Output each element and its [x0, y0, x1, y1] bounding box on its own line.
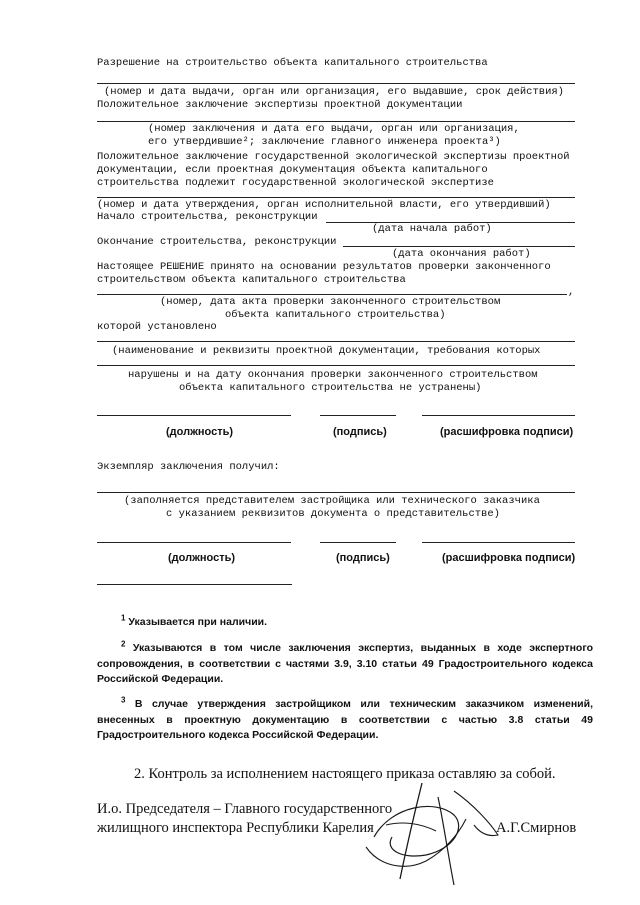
signer-name: А.Г.Смирнов: [496, 820, 577, 836]
established-label: которой установлено: [97, 321, 217, 333]
expertise-line: [97, 121, 575, 122]
footnote-1: [97, 615, 593, 631]
decoding-line-2: [422, 542, 575, 543]
act-hint-1: (номер, дата акта проверки законченного строительством: [160, 296, 501, 308]
footnote-2-number: 2: [121, 639, 126, 649]
start-label: Начало строительства, реконструкции: [97, 211, 318, 223]
footnote-separator: [97, 584, 292, 585]
signature-line-1: [320, 415, 396, 416]
signature-label-1: (подпись): [333, 426, 387, 438]
signer-title-line-1: И.о. Председателя – Главного государственного: [97, 801, 393, 817]
end-hint: (дата окончания работ): [392, 248, 531, 260]
permit-label: Разрешение на строительство объекта капитального строительства: [97, 57, 488, 69]
footnote-2: [97, 641, 593, 688]
requirements-hint-3: объекта капитального строительства не устранены): [179, 382, 482, 394]
footnote-2-text: Указываются в том числе заключения экспертиз, выданных в ходе экспертного сопровождения, в соответствии с частями 3.9, 3.10 статьи 49 Градостроительного кодекса Российской Федерации.: [97, 642, 593, 685]
footnote-3: [97, 697, 593, 744]
expertise-hint-1: (номер заключения и дата его выдачи, орган или организация,: [148, 123, 520, 135]
eco-label-1: Положительное заключение государственной экологической экспертизы проектной: [97, 151, 570, 163]
requirements-hint-1: (наименование и реквизиты проектной документации, требования которых: [112, 345, 541, 357]
permit-hint: (номер и дата выдачи, орган или организация, его выдавшие, срок действия): [104, 86, 564, 98]
handwritten-signature: [362, 775, 512, 890]
end-label: Окончание строительства, реконструкции: [97, 236, 337, 248]
decoding-label-1: (расшифровка подписи): [440, 426, 574, 438]
eco-hint: (номер и дата утверждения, орган исполнительной власти, его утвердивший): [97, 199, 551, 211]
decision-line-1: Настоящее РЕШЕНИЕ принято на основании результатов проверки законченного: [97, 261, 551, 273]
decoding-line-1: [422, 415, 575, 416]
footnote-1-text: Указывается при наличии.: [128, 616, 268, 628]
act-hint-2: объекта капитального строительства): [225, 309, 446, 321]
permit-line: [97, 83, 575, 84]
requirements-line-2: [97, 365, 575, 366]
act-line-comma: ,: [568, 286, 575, 298]
act-line: [97, 294, 567, 295]
decoding-label-2: (расшифровка подписи): [442, 552, 576, 564]
footnote-3-text: В случае утверждения застройщиком или техническим заказчиком изменений, внесенных в проектную документацию в соответствии с частью 3.8 статьи 49 Градостроительного кодекса Российской Федерации.: [97, 698, 594, 741]
copy-hint-1: (заполняется представителем застройщика или технического заказчика: [124, 495, 540, 507]
order-item-2: 2. Контроль за исполнением настоящего приказа оставляю за собой.: [134, 766, 556, 782]
position-line-1: [97, 415, 291, 416]
position-label-1: (должность): [166, 426, 234, 438]
position-label-2: (должность): [168, 552, 236, 564]
expertise-label: Положительное заключение экспертизы проектной документации: [97, 99, 463, 111]
eco-label-2: документации, если проектная документация объекта капитального: [97, 164, 488, 176]
footnote-3-number: 3: [121, 695, 126, 705]
footnote-1-number: 1: [121, 613, 126, 623]
eco-line: [97, 197, 575, 198]
signature-line-2: [320, 542, 396, 543]
requirements-line-1: [97, 341, 575, 342]
position-line-2: [97, 542, 291, 543]
requirements-hint-2: нарушены и на дату окончания проверки законченного строительством: [128, 369, 538, 381]
expertise-hint-2: его утвердившие²; заключение главного инженера проекта³): [148, 136, 501, 148]
signature-label-2: (подпись): [336, 552, 390, 564]
copy-hint-2: с указанием реквизитов документа о представительстве): [166, 508, 500, 520]
eco-label-3: строительства подлежит государственной экологической экспертизе: [97, 177, 494, 189]
copy-label: Экземпляр заключения получил:: [97, 461, 280, 473]
end-line: [343, 246, 575, 247]
decision-line-2: строительством объекта капитального строительства: [97, 274, 406, 286]
start-hint: (дата начала работ): [372, 223, 492, 235]
copy-line: [97, 492, 575, 493]
signer-title-line-2: жилищного инспектора Республики Карелия: [97, 820, 374, 836]
